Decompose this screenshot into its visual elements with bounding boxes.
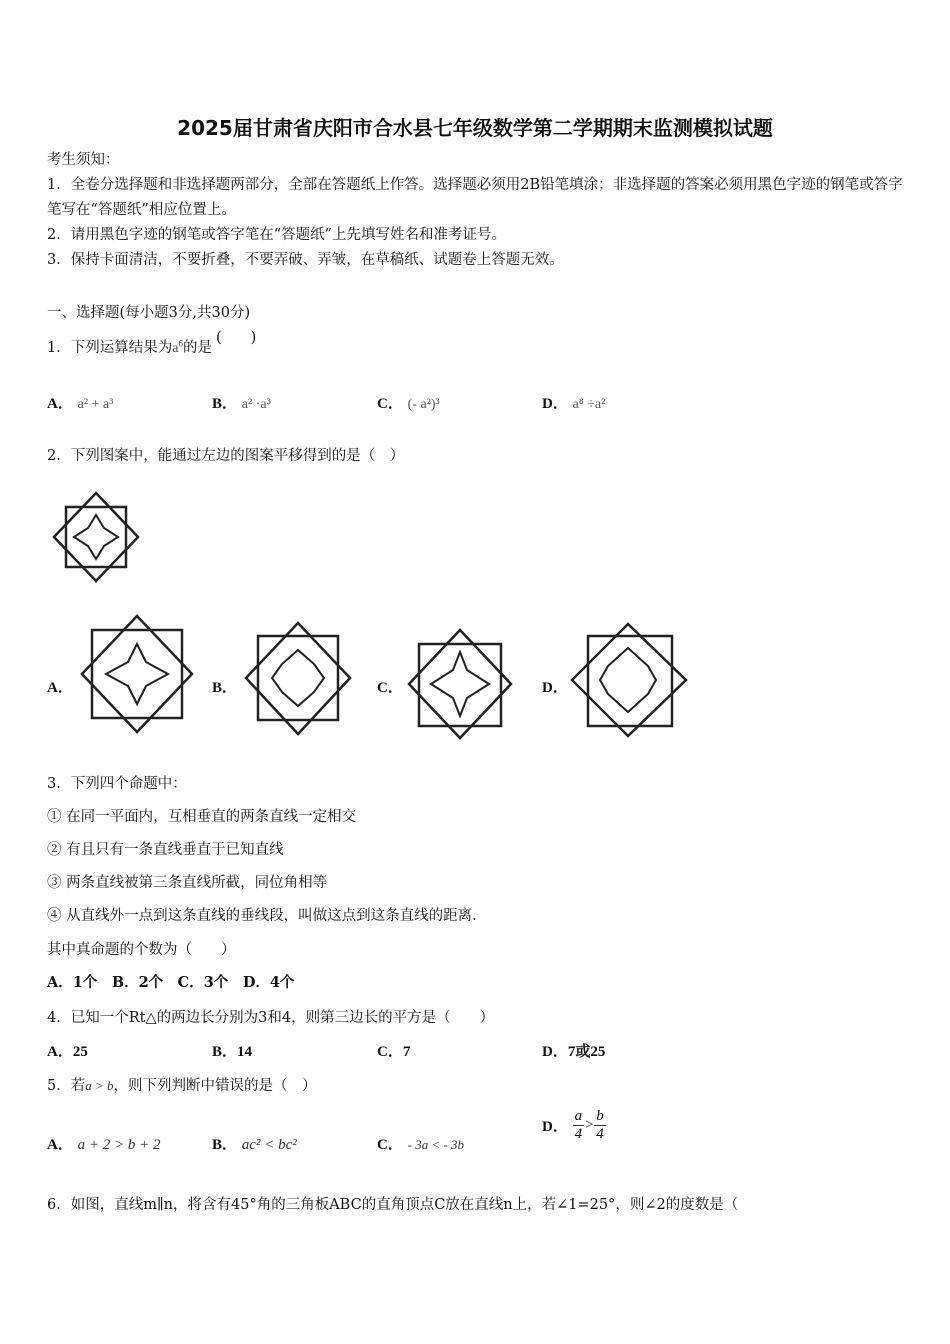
q1-prefix: 1．下列运算结果为 [47,340,173,356]
section-heading: 一、选择题(每小题3分,共30分) [47,305,251,321]
question-1 [47,330,257,357]
q1-suffix: 的是 [182,340,212,356]
q1-option-a[interactable]: A． a² + a³ [47,396,114,412]
q1-option-c[interactable]: C． (- a²)³ [377,396,440,412]
q3-statement-3: ③ 两条直线被第三条直线所截，同位角相等 [47,875,328,891]
notice-item: 1．全卷分选择题和非选择题两部分，全部在答题纸上作答。选择题必须用2B铅笔填涂；非选择题的答案必须用黑色字迹的钢笔或答字笔写在“答题纸”相应位置上。 [47,177,903,218]
q5-d-fraction-right: $\frac{b}{4}$ [596,1108,604,1142]
q5-d-fraction-left: $\frac{a}{4}$ [574,1108,583,1142]
q2-option-a-label[interactable]: A． [47,680,73,696]
notice-heading: 考生须知： [47,152,120,168]
q5-option-a[interactable]: A． a + 2 > b + 2 [47,1137,161,1153]
q3-statement-1: ① 在同一平面内，互相垂直的两条直线一定相交 [47,809,357,825]
notice-item: 3．保持卡面清洁，不要折叠，不要弄破、弄皱，在草稿纸、试题卷上答题无效。 [47,252,564,268]
q2-option-d-label[interactable]: D． [542,680,568,696]
question-4: 4．已知一个Rt△的两边长分别为3和4，则第三边长的平方是（ ） [47,1010,495,1026]
q3-ask: 其中真命题的个数为（ ） [47,942,236,958]
q5-option-c[interactable]: C． - 3a < - 3b [377,1137,465,1153]
question-6: 6．如图，直线m∥n，将含有45°角的三角板ABC的直角顶点C放在直线n上，若∠1=25°，则∠2的度数是（ [47,1197,739,1213]
q1-option-d[interactable]: D． a⁸ ÷a² [542,396,606,412]
q4-option-d[interactable]: D．7或25 [542,1044,606,1060]
page-title: 2025届甘肃省庆阳市合水县七年级数学第二学期期末监测模拟试题 [177,116,773,140]
q5-option-b[interactable]: B． ac² < bc² [212,1137,297,1153]
q2-option-c-figure[interactable] [405,628,515,740]
q4-option-a[interactable]: A．25 [47,1044,88,1060]
question-3: 3．下列四个命题中： [47,776,187,792]
q5-option-d[interactable]: D． $\frac{a}{4}$ > $\frac{b}{4}$ [542,1108,604,1142]
question-5: 5．若a > b，则下列判断中错误的是（ ） [47,1078,317,1094]
q5-condition: a > b [85,1078,114,1093]
q1-math: $a^6$ [172,338,183,356]
q2-option-b-label[interactable]: B． [212,680,238,696]
q3-statement-4: ④ 从直线外一点到这条直线的垂线段，叫做这点到这条直线的距离. [47,908,477,924]
notice-block [47,148,907,273]
q4-option-c[interactable]: C．7 [377,1044,411,1060]
q3-options[interactable]: A．1个 B．2个 C．3个 D．4个 [47,974,295,991]
q4-option-b[interactable]: B．14 [212,1044,253,1060]
question-2: 2．下列图案中，能通过左边的图案平移得到的是（ ） [47,448,405,464]
q2-reference-figure [46,490,146,585]
q2-option-c-label[interactable]: C． [377,680,403,696]
notice-item: 2．请用黑色字迹的钢笔或答字笔在“答题纸”上先填写姓名和准考证号。 [47,227,507,243]
q3-statement-2: ② 有且只有一条直线垂直于已知直线 [47,842,284,858]
q1-option-b[interactable]: B． a² ·a³ [212,396,271,412]
q1-paren: ( ) [215,330,257,346]
q2-option-a-figure[interactable] [78,614,196,734]
q2-option-b-figure[interactable] [242,620,354,738]
q2-option-d-figure[interactable] [570,622,690,740]
